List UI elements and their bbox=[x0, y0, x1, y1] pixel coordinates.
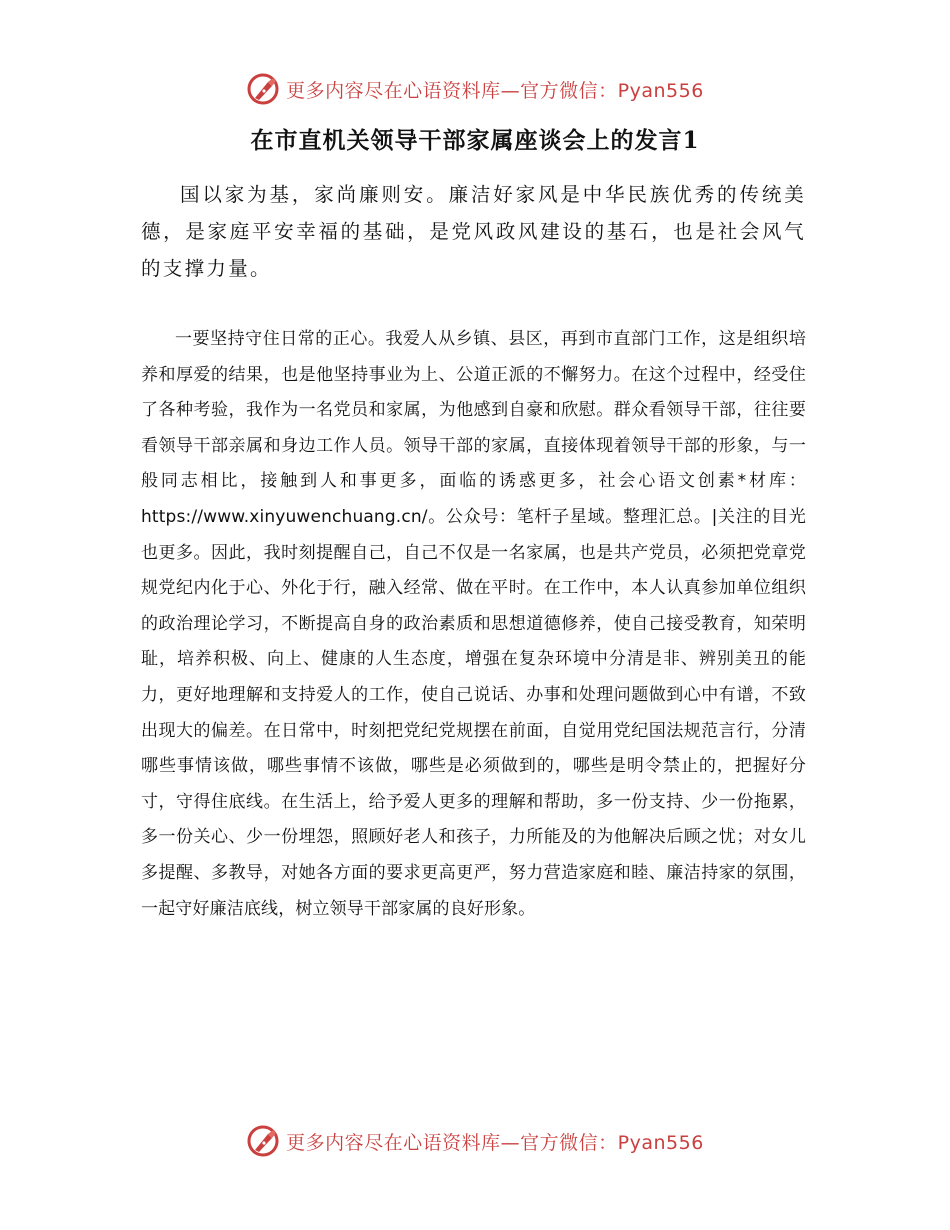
footer-banner-text: 更多内容尽在心语资料库—官方微信：Pyan556 bbox=[286, 1131, 704, 1154]
pen-nib-logo-icon bbox=[246, 1124, 280, 1158]
header-banner bbox=[0, 69, 950, 109]
body-paragraph: 一要坚持守住日常的正心。我爱人从乡镇、县区，再到市直部门工作，这是组织培养和厚爱的结果，也是他坚持事业为上、公道正派的不懈努力。在这个过程中，经受住了各种考验，我作为一名党员和家属，为他感到自豪和欣慰。群众看领导干部，往往要看领导干部亲属和身边工作人员。领导干部的家属，直接体现着领导干部的形象，与一般同志相比，接触到人和事更多，面临的诱惑更多，社会心语文创素*材库：https://www.xinyuwenchuang.cn/。公众号：笔杆子星域。整理汇总。|关注的目光也更多。因此，我时刻提醒自己，自己不仅是一名家属，也是共产党员，必须把党章党规党纪内化于心、外化于行，融入经常、做在平时。在工作中，本人认真参加单位组织的政治理论学习，不断提高自身的政治素质和思想道德修养，使自己接受教育，知荣明耻，培养积极、向上、健康的人生态度，增强在复杂环境中分清是非、辨别美丑的能力，更好地理解和支持爱人的工作，使自己说话、办事和处理问题做到心中有谱，不致出现大的偏差。在日常中，时刻把党纪党规摆在前面，自觉用党纪国法规范言行，分清哪些事情该做，哪些事情不该做，哪些是必须做到的，哪些是明令禁止的，把握好分寸，守得住底线。在生活上，给予爱人更多的理解和帮助，多一份支持、少一份拖累，多一份关心、少一份埋怨，照顾好老人和孩子，力所能及的为他解决后顾之忧；对女儿多提醒、多教导，对她各方面的要求更高更严，努力营造家庭和睦、廉洁持家的氛围，一起守好廉洁底线，树立领导干部家属的良好形象。 bbox=[141, 329, 806, 919]
header-banner-text: 更多内容尽在心语资料库—官方微信：Pyan556 bbox=[286, 79, 704, 102]
document-title: 在市直机关领导干部家属座谈会上的发言1 bbox=[250, 127, 700, 154]
intro-paragraph: 国以家为基，家尚廉则安。廉洁好家风是中华民族优秀的传统美德，是家庭平安幸福的基础，是党风政风建设的基石，也是社会风气的支撑力量。 bbox=[141, 183, 806, 280]
pen-nib-logo-icon bbox=[246, 72, 280, 106]
footer-banner bbox=[0, 1121, 950, 1161]
